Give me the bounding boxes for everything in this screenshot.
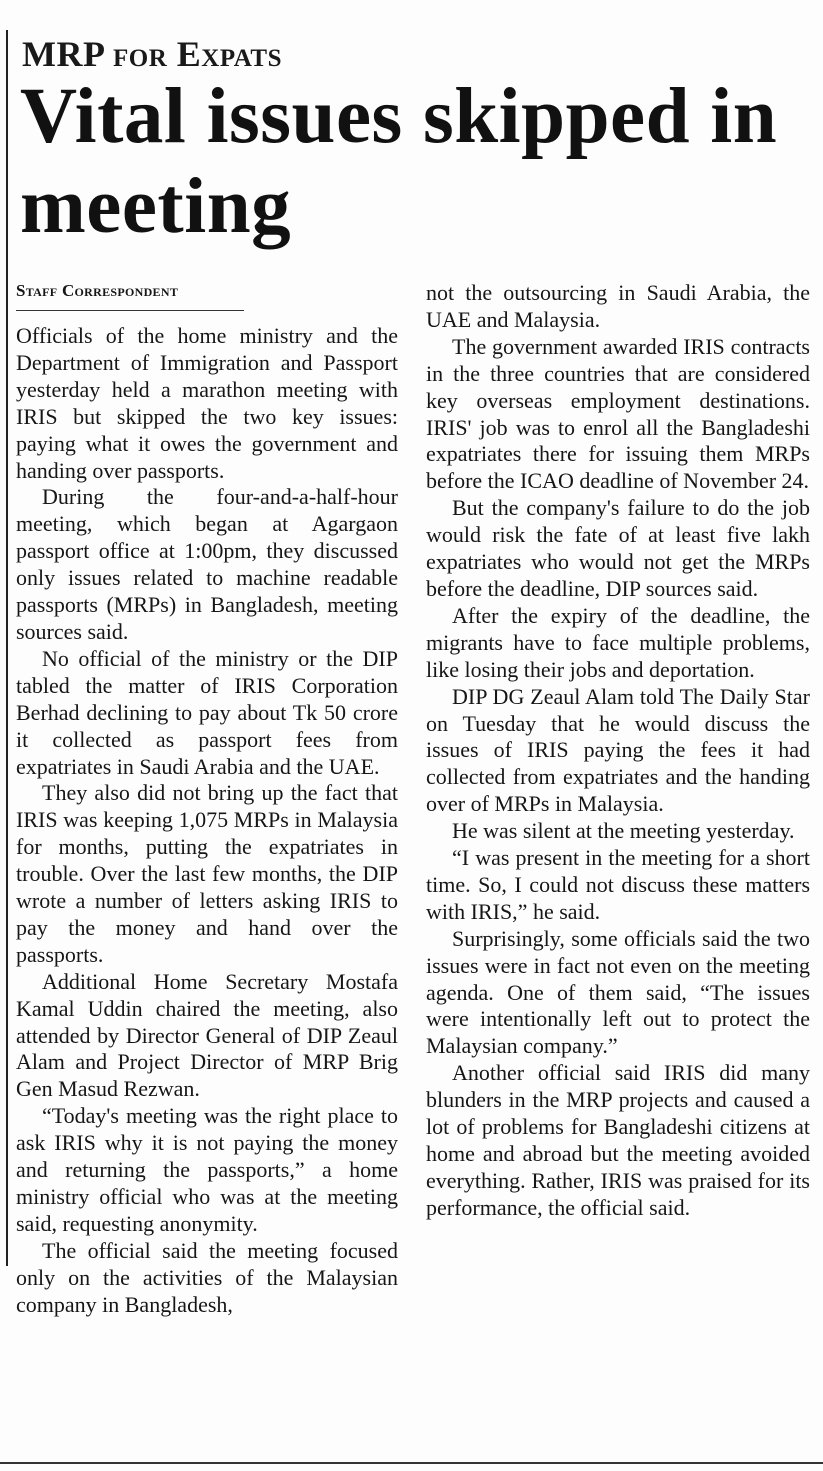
bottom-rule: [0, 1462, 823, 1464]
paragraph: “Today's meeting was the right place to ask IRIS why it is not paying the money and returning the passports,” a home ministry official who was at the meeting said, requesting anonymity.: [16, 1103, 398, 1236]
column-rule-left: [6, 30, 8, 1266]
paragraph: But the company's failure to do the job would risk the fate of at least five lakh expatriates who would not get the MRPs before the deadline, DIP sources said.: [426, 495, 810, 601]
paragraph: not the outsourcing in Saudi Arabia, the UAE and Malaysia.: [426, 280, 810, 332]
paragraph: After the expiry of the deadline, the migrants have to face multiple problems, like losing their jobs and deportation.: [426, 602, 810, 682]
paragraph: The government awarded IRIS contracts in the three countries that are considered key overseas employment destinations. IRIS' job was to enrol all the Bangladeshi expatriates there for issuing them MRPs before the ICAO deadline of November 24.: [426, 333, 810, 494]
paragraph: Officials of the home ministry and the Department of Immigration and Passport yesterday held a marathon meeting with IRIS but skipped the two key issues: paying what it owes the government and handing over passports.: [16, 323, 398, 483]
paragraph: He was silent at the meeting yesterday.: [452, 818, 795, 844]
paragraph: They also did not bring up the fact that IRIS was keeping 1,075 MRPs in Malaysia for months, putting the expatriates in trouble. Over the last few months, the DIP wrote a number of letters asking IRIS to pay the money and hand over the passports.: [16, 780, 398, 967]
byline: Staff Correspondent: [16, 278, 244, 311]
paragraph: Another official said IRIS did many blunders in the MRP projects and caused a lot of problems for Bangladeshi citizens at home and abroad but the meeting avoided everything. Rather, IRIS was praised for its performance, the official said.: [426, 1060, 810, 1220]
paragraph: No official of the ministry or the DIP tabled the matter of IRIS Corporation Berhad declining to pay about Tk 50 crore it collected as passport fees from expatriates in Saudi Arabia and the UAE.: [16, 645, 398, 779]
paragraph: The official said the meeting focused only on the activities of the Malaysian company in Bangladesh,: [16, 1237, 398, 1317]
paragraph: DIP DG Zeaul Alam told The Daily Star on Tuesday that he would discuss the issues of IRIS paying the fees it had collected from expatriates and the handing over of MRPs in Malaysia.: [426, 683, 810, 817]
headline: Vital issues skipped in meeting: [20, 73, 778, 250]
kicker: MRP for Expats: [22, 34, 283, 74]
paragraph: During the four-and-a-half-hour meeting, which began at Agargaon passport office at 1:00pm, they discussed only issues related to machine readable passports (MRPs) in Bangladesh, meeting sources said.: [16, 484, 398, 644]
article-column-right: [426, 280, 810, 1222]
paragraph: Surprisingly, some officials said the two issues were in fact not even on the meeting agenda. One of them said, “The issues were intentionally left out to protect the Malaysian company.”: [426, 925, 810, 1059]
article-column-left: [16, 278, 398, 1319]
paragraph: “I was present in the meeting for a short time. So, I could not discuss these matters with IRIS,” he said.: [426, 845, 810, 924]
paragraph: Additional Home Secretary Mostafa Kamal Uddin chaired the meeting, also attended by Director General of DIP Zeaul Alam and Project Director of MRP Brig Gen Masud Rezwan.: [16, 968, 398, 1102]
